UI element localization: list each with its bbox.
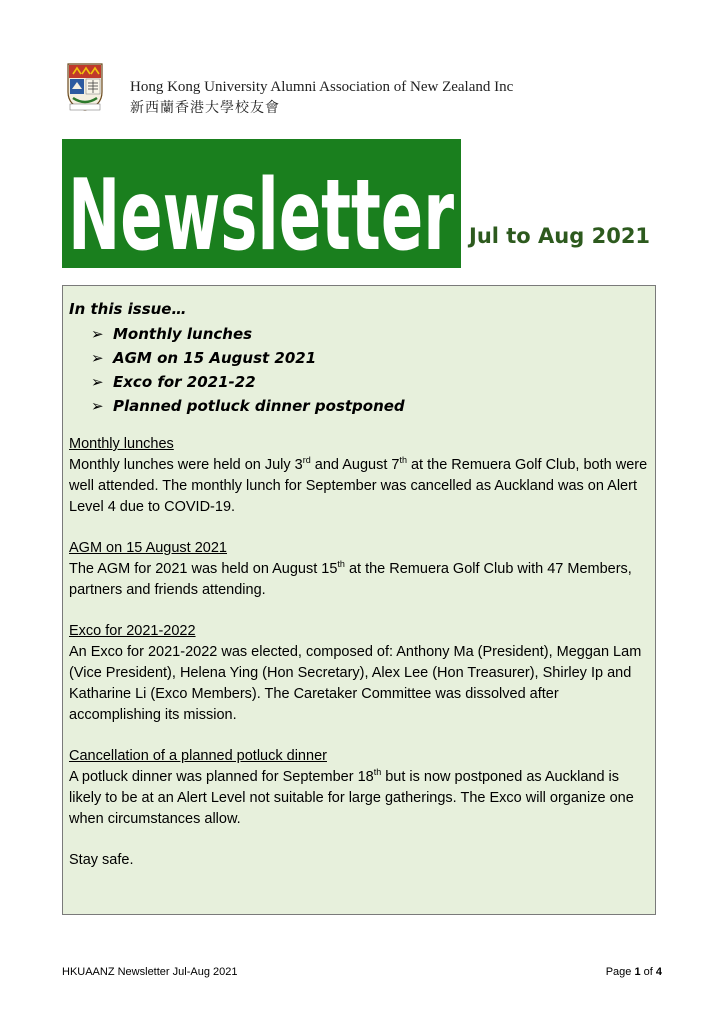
issue-item-label: Planned potluck dinner postponed (113, 397, 405, 415)
newsletter-title-graphic (62, 139, 461, 268)
issue-list (69, 322, 653, 418)
section-heading: Exco for 2021-2022 (69, 623, 196, 639)
section-body: A potluck dinner was planned for September 18th but is now postponed as Auckland is likely to be at an Alert Level not suitable for large gatherings. The Exco will organize one when circumstances allow. (69, 767, 634, 827)
section-body: The AGM for 2021 was held on August 15th at the Remuera Golf Club with 47 Members, partners and friends attending. (69, 559, 632, 598)
section-agm (69, 538, 653, 601)
arrow-bullet-icon: ➢ (91, 397, 104, 415)
newsletter-title: Newsletter (68, 159, 455, 268)
arrow-bullet-icon: ➢ (91, 349, 104, 367)
arrow-bullet-icon: ➢ (91, 325, 104, 343)
issue-item-label: AGM on 15 August 2021 (113, 349, 317, 367)
list-item (91, 322, 653, 346)
section-heading: AGM on 15 August 2021 (69, 540, 227, 556)
issue-item-label: Exco for 2021-22 (113, 373, 256, 391)
newsletter-banner (62, 139, 461, 268)
closing-line: Stay safe. (69, 852, 134, 868)
in-this-issue-heading: In this issue… (69, 300, 187, 318)
list-item (91, 370, 653, 394)
section-heading: Cancellation of a planned potluck dinner (69, 748, 327, 764)
org-name-chinese: 新西蘭香港大學校友會 (130, 100, 280, 116)
page-number: Page 1 of 4 (605, 966, 662, 978)
arrow-bullet-icon: ➢ (91, 373, 104, 391)
issue-date-range: Jul to Aug 2021 (469, 224, 651, 248)
footer-title: HKUAANZ Newsletter Jul-Aug 2021 (62, 966, 238, 978)
list-item (91, 346, 653, 370)
org-name-english: Hong Kong University Alumni Association of New Zealand Inc (130, 79, 514, 95)
issue-item-label: Monthly lunches (113, 325, 253, 343)
university-crest-icon (66, 62, 104, 112)
section-potluck (69, 746, 653, 830)
section-heading: Monthly lunches (69, 436, 174, 452)
section-body: Monthly lunches were held on July 3rd and August 7th at the Remuera Golf Club, both were well attended. The monthly lunch for September was cancelled as Auckland was on Alert Level 4 due to COVID-19. (69, 455, 648, 515)
letterhead (62, 58, 662, 116)
section-body: An Exco for 2021-2022 was elected, composed of: Anthony Ma (President), Meggan Lam (Vice President), Helena Ying (Hon Secretary), Alex Lee (Hon Treasurer), Shirley Ip and Katharine Li (Exco Members). The Caretaker Committee was dissolved after accomplishing its mission. (69, 644, 642, 723)
list-item (91, 394, 653, 418)
section-exco (69, 621, 653, 726)
section-monthly-lunches (69, 434, 653, 518)
content-box (62, 285, 656, 915)
